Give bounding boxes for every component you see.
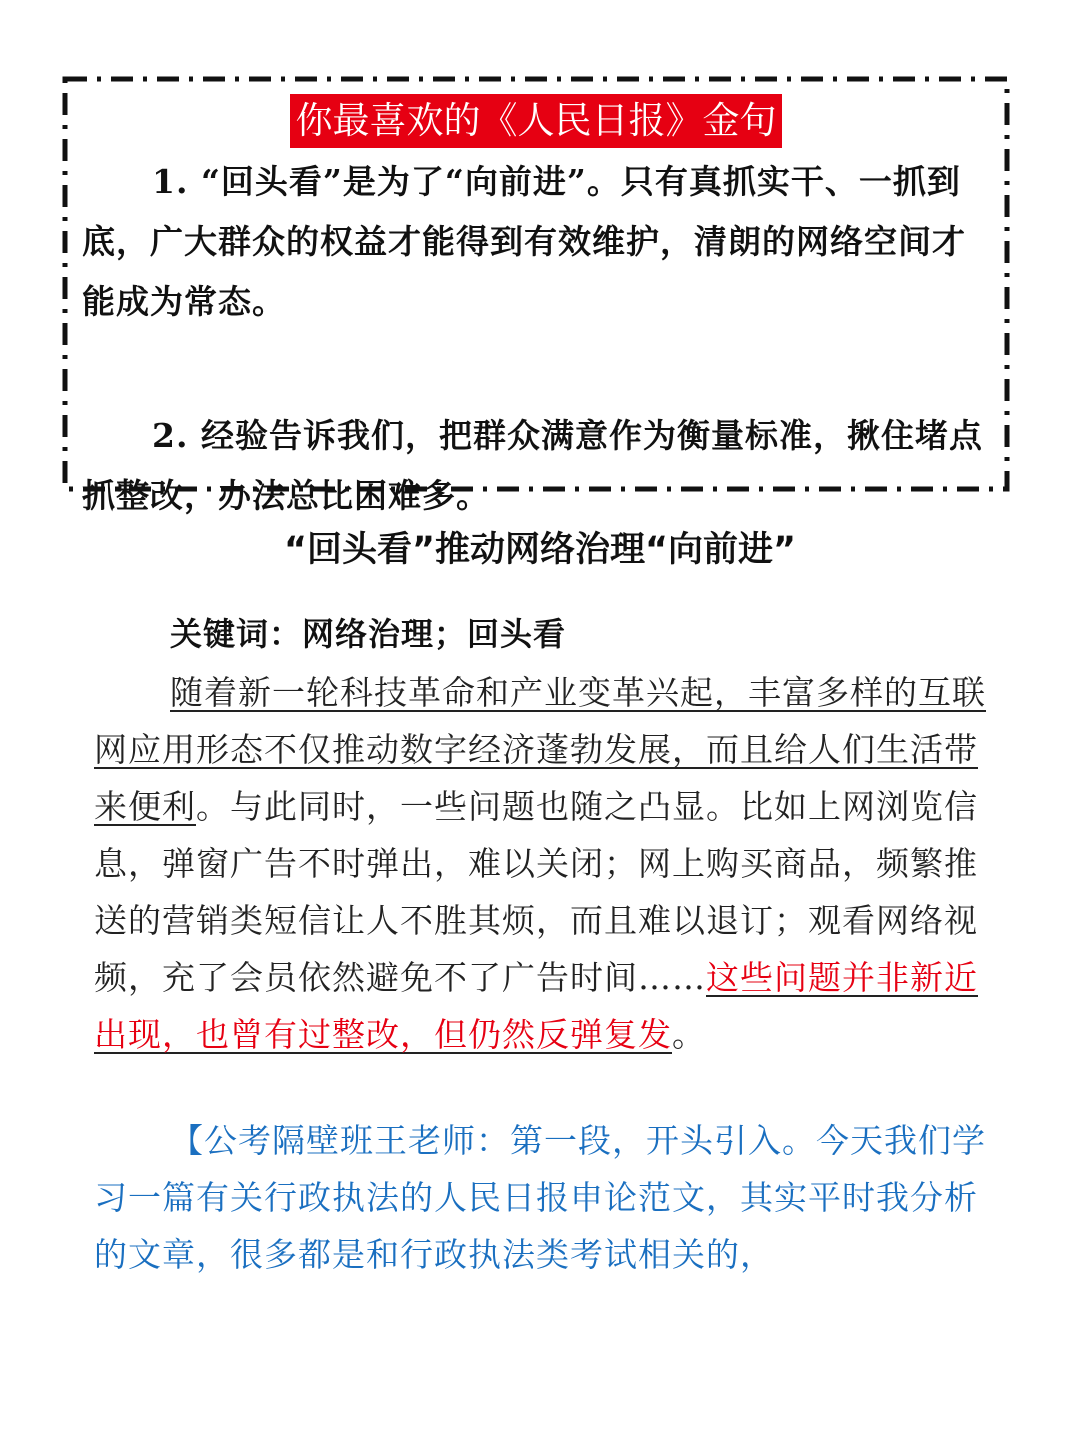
- paragraph-1: [94, 664, 990, 1063]
- normal-text: 。与此同时，一些问题也随之凸显。比如上网浏览信息，弹窗广告不时弹出，难以关闭；网上购买商品，频繁推送的营销类短信让人不胜其烦，而且难以退订；观看网络视频，充了会员依然避免不了广告时间……: [94, 787, 978, 997]
- underlined-text: 随着新一轮科技革命和产业变革兴起，丰富多样的互联网应用形态不仅推动数字经济蓬勃发展，而且给人们生活带来便利: [94, 673, 986, 826]
- quote-item-1: 1. “回头看”是为了“向前进”。只有真抓实干、一抓到底，广大群众的权益才能得到有效维护，清朗的网络空间才能成为常态。: [82, 162, 966, 321]
- quote-box-title: 你最喜欢的《人民日报》金句: [290, 94, 782, 148]
- red-highlight-text: 这些问题并非新近出现，也曾有过整改，但仍然反弹复发: [94, 958, 978, 1054]
- article-title: “回头看”推动网络治理“向前进”: [283, 530, 796, 570]
- quote-item-2: 2. 经验告诉我们，把群众满意作为衡量标准，揪住堵点抓整改，办法总比困难多。: [82, 416, 983, 515]
- keywords-line: 关键词：网络治理；回头看: [170, 615, 567, 653]
- quote-box: [62, 76, 1010, 515]
- teacher-note-paragraph: 【公考隔壁班王老师：第一段，开头引入。今天我们学习一篇有关行政执法的人民日报申论范文，其实平时我分析的文章，很多都是和行政执法类考试相关的，: [94, 1121, 986, 1274]
- paragraph-end: 。: [672, 1015, 706, 1054]
